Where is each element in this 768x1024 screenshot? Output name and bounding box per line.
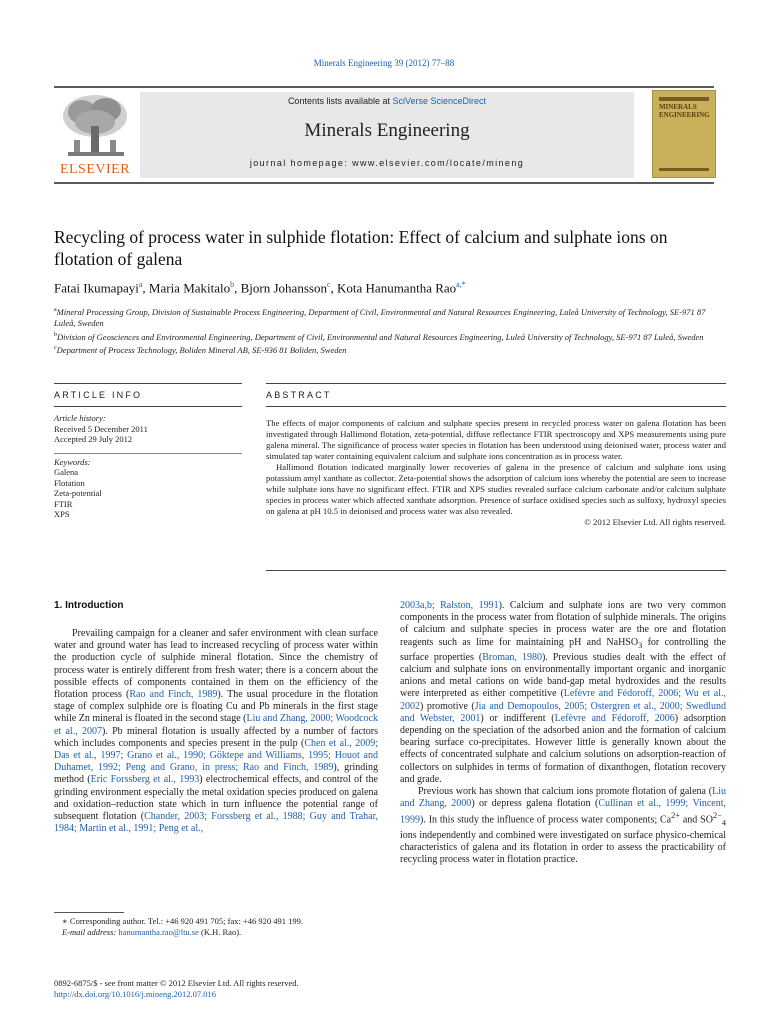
keyword: FTIR xyxy=(54,498,73,509)
email-link[interactable]: hanumantha.rao@ltu.se xyxy=(118,927,199,937)
text-run: for controlling the surface properties ( xyxy=(400,636,726,663)
affiliation-text: Department of Process Technology, Boliden Mineral AB, SE-936 81 Boliden, Sweden xyxy=(56,344,347,355)
header-rule-top xyxy=(54,86,714,88)
abstract-paragraph: The effects of major components of calcium and sulphate species present in recycled process water on galena flotation has been investigated through Hallimond flotation, zeta-potential, diffuse reflectance FTIR spectroscopy and XPS measurements using pure galena mineral. The significance of process water species in flotation has been understood using deionised water, process water and simulated tap water containing equivalent calcium and sulphate ions concentration as in process water. xyxy=(266,418,726,461)
abstract-rule xyxy=(266,406,726,407)
article-info-rule xyxy=(54,383,242,384)
keyword: Zeta-potential xyxy=(54,488,102,498)
affiliations xyxy=(54,305,714,356)
article-title: Recycling of process water in sulphide flotation: Effect of calcium and sulphate ions on flotation of galena xyxy=(54,227,668,269)
issn-line: 0892-6875/$ - see front matter © 2012 Elsevier Ltd. All rights reserved. xyxy=(54,978,299,988)
citation-link[interactable]: Jia and Demopoulos, 2005; Ostergren et al., 2000; Swedlund and Webster, 2001 xyxy=(400,700,726,724)
footnotes xyxy=(54,916,384,938)
text-run: Previous work has shown that calcium ions promote flotation of galena ( xyxy=(418,786,713,798)
article-info-rule xyxy=(54,406,242,407)
keyword: XPS xyxy=(54,509,70,519)
author-affiliation-mark[interactable]: a,* xyxy=(456,280,466,289)
text-run: ) adsorption depending on the speciation of the adsorbed anion and the formation of calcium bearing surface co-precipitates. However little is generally known about the effects of concentrated sulphate and calcium solutions on adsorption-reaction of collectors on sulphides in terms of formation of dixanthogen, flotation recovery and grade. xyxy=(400,712,727,785)
keywords-rule xyxy=(54,453,242,454)
elsevier-tree-icon xyxy=(58,92,132,162)
text-run: ). Pb mineral flotation is usually affected by a number of factors which includes components and species present in the pulp ( xyxy=(54,725,378,749)
affiliation xyxy=(54,343,714,356)
author-name: Bjorn Johansson xyxy=(240,280,327,296)
citation-link[interactable]: Broman, 1980 xyxy=(482,651,542,663)
body-paragraph xyxy=(400,786,726,867)
text-run: ). In this study the influence of process water components; Ca xyxy=(420,814,672,826)
affiliation-text: Division of Geosciences and Environmental Engineering, Department of Civil, Environmental and Natural Resources Engineering, Luleå University of Technology, SE-971 87 Luleå, Sweden xyxy=(57,331,704,342)
corresponding-author-note: ∗ Corresponding author. Tel.: +46 920 491 705; fax: +46 920 491 199. xyxy=(62,916,304,926)
journal-homepage-link[interactable]: journal homepage: www.elsevier.com/locate/mineng xyxy=(249,158,525,168)
keyword-list xyxy=(54,467,242,520)
citation-link[interactable]: Chen et al., 2009; Das et al., 1997; Grano et al., 1990; Göktepe and Williams, 1995; Houot and Duhamet, 1992; Peng and Grano, in press; Rao and Finch, 1989 xyxy=(54,737,379,774)
keyword: Galena xyxy=(54,467,79,477)
email-label: E-mail address: xyxy=(62,927,119,937)
body-paragraph xyxy=(54,628,378,835)
journal-citation[interactable]: Minerals Engineering 39 (2012) 77–88 xyxy=(313,58,455,68)
footnote-rule xyxy=(54,912,124,913)
citation-link[interactable]: Rao and Finch, 1989 xyxy=(129,689,218,701)
citation-link[interactable]: Liu and Zhang, 2000; Woodcock et al., 2007 xyxy=(54,713,379,737)
doi-link[interactable]: http://dx.doi.org/10.1016/j.mineng.2012.07.016 xyxy=(54,989,217,999)
abstract-heading: ABSTRACT xyxy=(266,390,332,400)
affiliation-text: Mineral Processing Group, Division of Sustainable Process Engineering, Department of Civil, Environmental and Natural Resources Engineering, Luleå University of Technology, SE-971 87 Luleå, Sweden xyxy=(54,306,706,329)
text-run: ions independently and combined were investigated on surface physico-chemical characteristics of galena and its flotation in order to assess the practicability of recycling process water in flotation practice. xyxy=(400,829,726,866)
cover-title xyxy=(659,103,710,119)
superscript: 2− xyxy=(712,811,722,821)
article-info-heading: ARTICLE INFO xyxy=(54,390,143,400)
abstract-paragraph: Hallimond flotation indicated marginally lower recoveries of galena in the presence of calcium and sulphate ions using potassium amyl xanthate as collector. Zeta-potential shows the adsorption of calcium ions whereby the potential are seen to increase while sulphate ions have no significant effect. FTIR and XPS studies revealed surface calcium carbonate and/or calcium sulphate species in process water which affected xanthate adsorption. Presence of surface oxidised species such as sulfoxy, hydroxyl species on galena at pH 10.5 in deionised and process water was also revealed. xyxy=(266,462,726,516)
contents-prefix: Contents lists available at xyxy=(287,96,393,106)
email-note xyxy=(54,927,384,938)
history-label: Article history: xyxy=(54,413,106,423)
text-run: ). Previous studies dealt with the effect of calcium and sulphate ions on environmentally important organic and inorganic anions and metal cations on wide band-gap metal hydroxides and the results were interpreted as either competitive ( xyxy=(400,651,726,700)
received-date: Received 5 December 2011 xyxy=(54,423,148,434)
citation-link[interactable]: Cullinan et al., 1999; Vincent, 1999 xyxy=(400,798,726,826)
affiliation-mark: c xyxy=(54,345,57,352)
cover-bar xyxy=(659,97,709,101)
author-name: Kota Hanumantha Rao xyxy=(337,280,457,296)
citation-link[interactable]: Liu and Zhang, 2000 xyxy=(400,786,726,810)
text-run: ) electrochemical effects, and control of the grinding environment especially the metal oxidation species produced on galena and oxidation–reduction state which in turn influence the potential range of subsequent flotation ( xyxy=(54,774,378,823)
journal-title: Minerals Engineering xyxy=(304,120,470,141)
affiliation xyxy=(54,305,714,330)
citation-link[interactable]: Eric Forssberg et al., 1993 xyxy=(90,774,200,786)
keywords-label: Keywords: xyxy=(54,456,91,467)
header-rule-bottom xyxy=(54,182,714,184)
text-run: ). Calcium and sulphate ions are two very common components in the process water from flotation of sulphide minerals. The origins of calcium and sulphate species in process water are the ore and flotation reagents such as lime for maintaining pH and NaHSO xyxy=(400,600,726,648)
body-column-left xyxy=(54,628,378,835)
text-run: ). The usual procedure in the flotation stage of complex sulphide ore is floating Cu and Pb minerals in the first stage while Zn mineral is floated in the second stage ( xyxy=(54,689,378,725)
sciencedirect-link[interactable]: SciVerse ScienceDirect xyxy=(392,96,487,106)
text-run: ) or depress galena flotation ( xyxy=(471,798,599,810)
text-run: ), grinding method ( xyxy=(54,762,379,786)
body-column-right xyxy=(400,600,726,867)
cover-footer-bar xyxy=(659,168,709,171)
affiliation-mark: b xyxy=(54,331,57,338)
subscript: 3 xyxy=(638,640,643,650)
author-name: Fatai Ikumapayi xyxy=(54,280,139,296)
cover-title-line: ENGINEERING xyxy=(659,111,710,119)
body-paragraph xyxy=(400,600,726,786)
abstract-body xyxy=(266,418,726,528)
journal-banner xyxy=(140,92,634,178)
author-affiliation-mark[interactable]: a xyxy=(138,280,143,289)
citation-link[interactable]: 2003a,b; Ralston, 1991 xyxy=(400,600,499,611)
author-affiliation-mark[interactable]: b xyxy=(230,280,235,289)
copyright-line: © 2012 Elsevier Ltd. All rights reserved. xyxy=(584,517,726,527)
section-heading: 1. Introduction xyxy=(54,600,124,611)
contents-line xyxy=(140,96,634,106)
author-list: Fatai Ikumapayi$^a$, Maria Makitalo$^b$, Bjorn Johansson$^c$, Kota Hanumantha Rao$^{a,*}$ xyxy=(54,280,466,296)
abstract-rule xyxy=(266,383,726,384)
journal-header xyxy=(54,88,714,184)
author-name: Maria Makitalo xyxy=(148,280,231,296)
article-info xyxy=(54,413,242,520)
abstract-end-rule xyxy=(266,570,726,571)
cover-title-line: MINERALS xyxy=(659,103,697,111)
subscript: 4 xyxy=(721,818,726,828)
superscript: 2+ xyxy=(671,811,680,821)
journal-cover-thumbnail[interactable] xyxy=(652,90,716,178)
citation-link[interactable]: Chander, 2003; Forssberg et al., 1988; Guy and Trahar, 1984; Martin et al., 1991; Peng et al., xyxy=(54,811,378,835)
text-run: Prevailing campaign for a cleaner and safer environment with clean surface water and ground water has lead to increased recycling of process water within the production cycle of sulphide mineral flotation. Since the chemistry of process water is entirely different from fresh water; there is a concern about the possible effects of components contained in them on the efficiency of the flotation process ( xyxy=(54,628,378,701)
bottom-notes xyxy=(54,978,384,1000)
email-suffix: (K.H. Rao). xyxy=(198,927,242,937)
author-affiliation-mark[interactable]: c xyxy=(326,280,331,289)
publisher-logo[interactable] xyxy=(54,92,136,178)
text-run: ) or indifferent ( xyxy=(480,712,555,724)
accepted-date: Accepted 29 July 2012 xyxy=(54,434,133,444)
affiliation-mark: a xyxy=(54,307,57,313)
citation-link[interactable]: Lefèvre and Fédoroff, 2006 xyxy=(554,712,675,724)
affiliation xyxy=(54,330,714,343)
text-run: and SO xyxy=(679,814,713,826)
publisher-wordmark: ELSEVIER xyxy=(59,162,131,177)
text-run: ) promotive ( xyxy=(420,700,475,712)
citation-link[interactable]: Lefèvre and Fédoroff, 2006; Wu et al., 2002 xyxy=(400,688,726,712)
keyword: Flotation xyxy=(54,477,85,488)
